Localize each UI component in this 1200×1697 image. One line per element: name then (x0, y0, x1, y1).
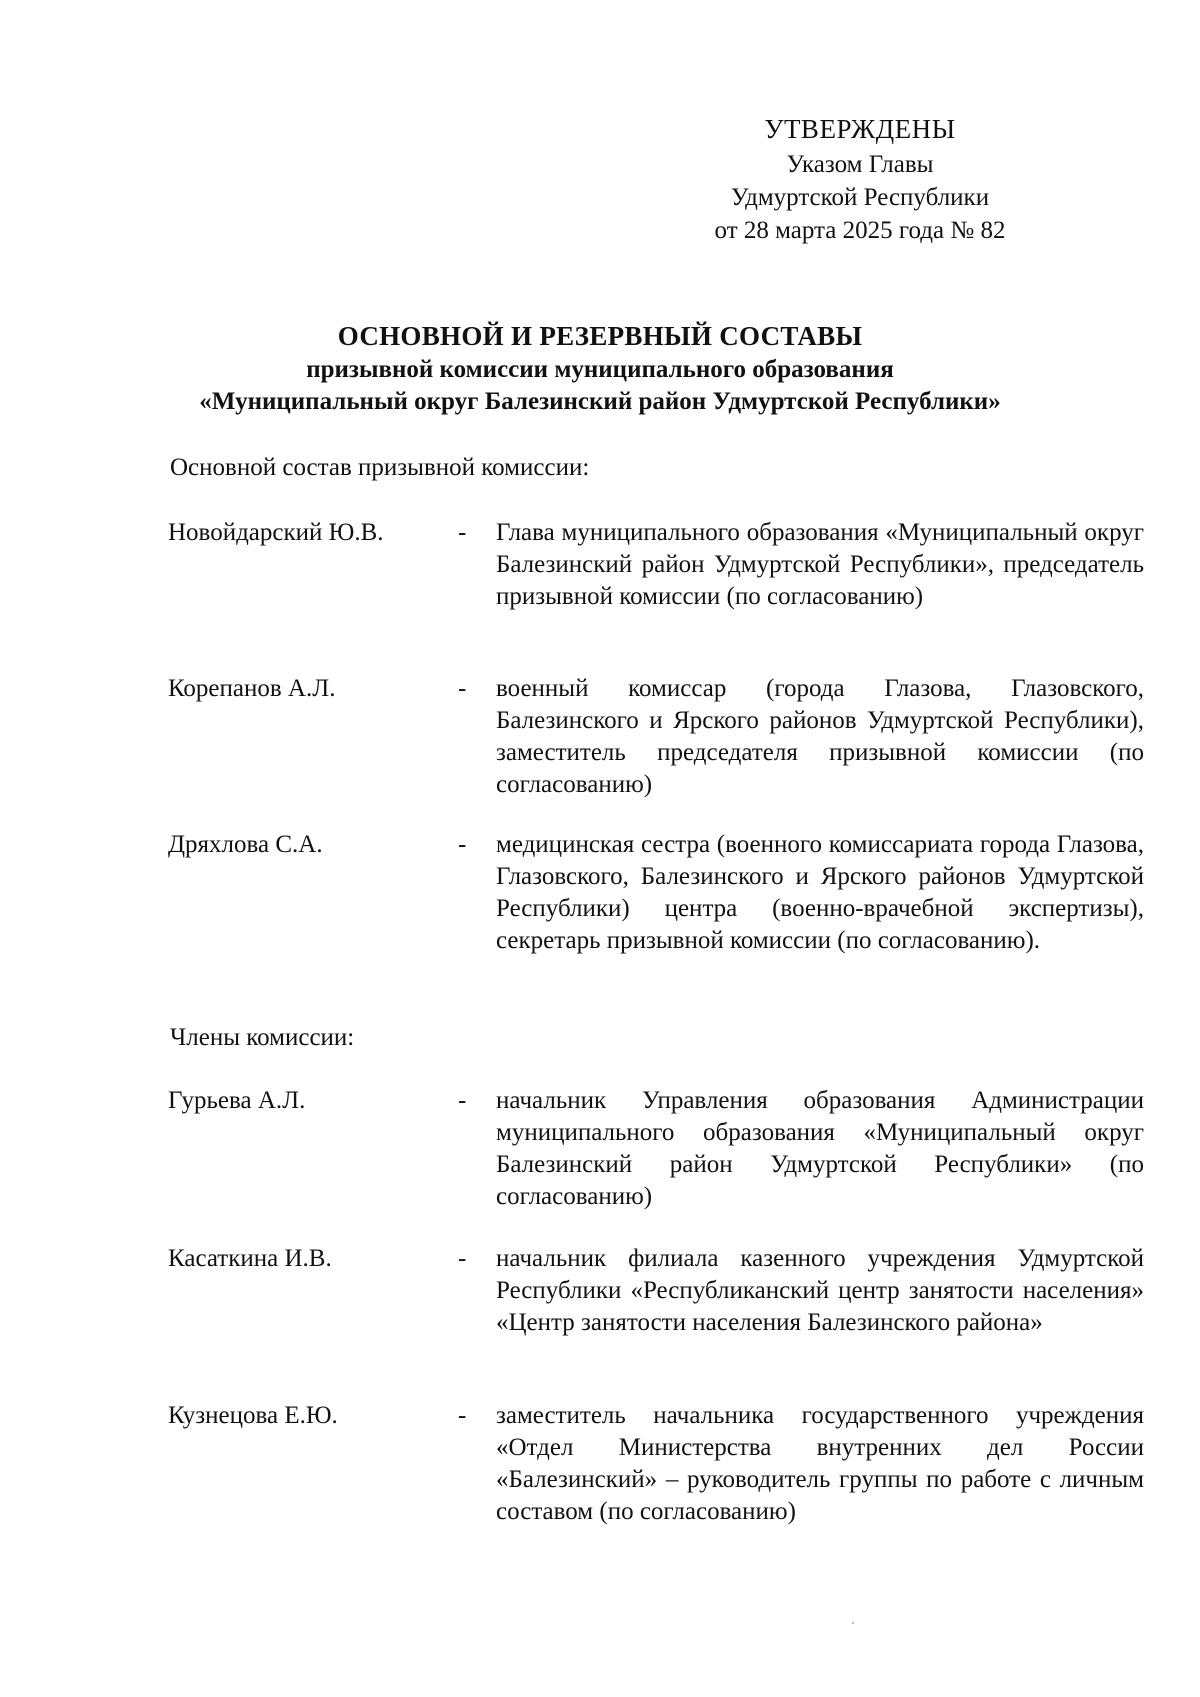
member-name: Корепанов А.Л. (168, 675, 336, 702)
member-dash: - (458, 1245, 467, 1272)
document-title: ОСНОВНОЙ И РЕЗЕРВНЫЙ СОСТАВЫ (337, 321, 863, 351)
member-name: Гурьева А.Л. (168, 1087, 306, 1114)
member-dash: - (458, 831, 467, 858)
member-name: Дряхлова С.А. (168, 831, 323, 858)
member-description: медицинская сестра (военного комиссариата города Глазова, Глазовского, Балезинского и Ярского районов Удмуртской Республики) центра (военно-врачебной экспертизы), секретарь призывной комиссии (по согласованию). (496, 831, 1144, 954)
member-name: Касаткина И.В. (168, 1245, 332, 1272)
member-description: заместитель начальника государственного учреждения «Отдел Министерства внутренних дел России «Балезинский» – руководитель группы по работе с личным составом (по согласованию) (496, 1402, 1144, 1525)
members-section-label: Члены комиссии: (170, 1024, 355, 1051)
approval-title: УТВЕРЖДЕНЫ (764, 114, 956, 144)
member-description: начальник филиала казенного учреждения Удмуртской Республики «Республиканский центр занятости населения» «Центр занятости населения Балезинского района» (496, 1245, 1144, 1336)
member-description: Глава муниципального образования «Муниципальный округ Балезинский район Удмуртской Республики», председатель призывной комиссии (по согласованию) (496, 519, 1144, 610)
member-name: Новойдарский Ю.В. (168, 519, 384, 546)
approval-line-3: от 28 марта 2025 года № 82 (714, 217, 1006, 244)
member-description: начальник Управления образования Администрации муниципального образования «Муниципальный округ Балезинский район Удмуртской Республики» (по согласованию) (496, 1087, 1144, 1210)
main-section-label: Основной состав призывной комиссии: (170, 454, 590, 481)
document-subtitle-2: «Муниципальный округ Балезинский район Удмуртской Республики» (199, 388, 1001, 415)
approval-line-1: Указом Главы (786, 151, 934, 178)
member-dash: - (458, 1087, 467, 1114)
scan-speck (852, 1622, 854, 1624)
document-heading (0, 318, 1200, 418)
member-description: военный комиссар (города Глазова, Глазовского, Балезинского и Ярского районов Удмуртской Республики), заместитель председателя призывной комиссии (по согласованию) (496, 675, 1144, 798)
approval-block (640, 110, 1080, 247)
document-subtitle-1: призывной комиссии муниципального образования (306, 356, 894, 383)
approval-line-2: Удмуртской Республики (730, 184, 990, 211)
member-name: Кузнецова Е.Ю. (168, 1402, 338, 1429)
member-dash: - (458, 1402, 467, 1429)
member-dash: - (458, 675, 467, 702)
member-dash: - (458, 519, 467, 546)
